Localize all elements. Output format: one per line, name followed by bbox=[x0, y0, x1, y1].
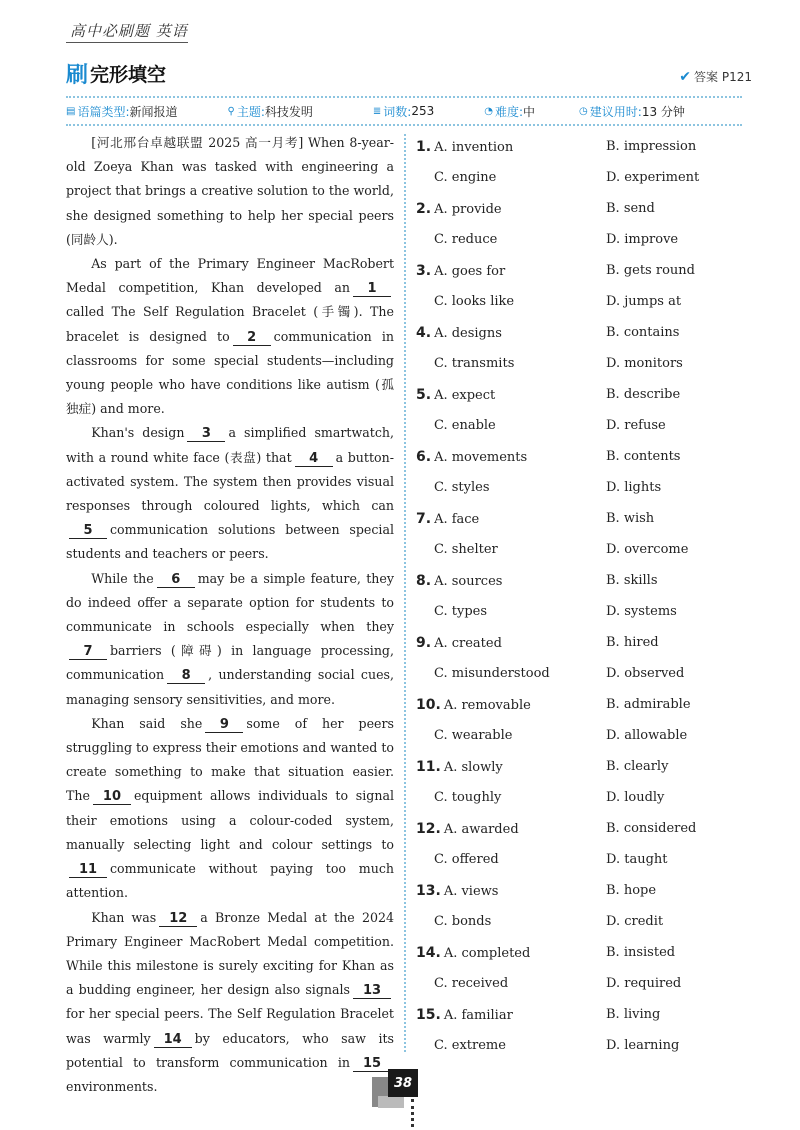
answer-reference bbox=[679, 68, 752, 85]
passage-paragraph-4: While the 6 may be a simple feature, they do indeed offer a separate option for students to communicate in schools especially when they7 barriers (障碍) in language processing, communication 8 , understanding social cues, managing sensory sensitivities, and more. bbox=[66, 570, 394, 707]
question-row bbox=[416, 131, 736, 162]
option-b[interactable]: B. admirable bbox=[606, 697, 691, 712]
question-row bbox=[416, 751, 736, 782]
question-number: 13. bbox=[416, 882, 441, 899]
section-title bbox=[66, 58, 166, 89]
option-a-text: A. provide bbox=[434, 201, 502, 217]
gauge-icon: ◔ bbox=[484, 105, 493, 117]
option-c[interactable]: C. bonds bbox=[434, 914, 492, 929]
option-a-text: A. movements bbox=[434, 449, 528, 465]
meta-label: 建议用时: bbox=[589, 104, 642, 119]
blank-10[interactable]: 10 bbox=[93, 789, 131, 805]
passage-paragraph-5: Khan said she 9 some of her peers struggling to express their emotions and wanted to create something to make that situation easier. The 10 equipment allows individuals to signal their emotions using a colour-coded system, manually selecting light and colour settings to11 communicate without paying too much attention. bbox=[66, 715, 394, 901]
option-b[interactable]: B. considered bbox=[606, 821, 697, 836]
question-row bbox=[416, 813, 736, 844]
blank-5[interactable]: 5 bbox=[69, 523, 107, 539]
option-b[interactable]: B. clearly bbox=[606, 759, 669, 774]
option-a[interactable] bbox=[416, 449, 527, 465]
option-d[interactable]: D. monitors bbox=[606, 356, 683, 371]
option-b[interactable]: B. wish bbox=[606, 511, 655, 526]
question-number: 3. bbox=[416, 262, 432, 279]
blank-2[interactable]: 2 bbox=[233, 330, 271, 346]
option-a-text: A. invention bbox=[434, 139, 514, 155]
meta-wordcount bbox=[373, 103, 434, 120]
question-row bbox=[416, 286, 736, 317]
page-number: 38 bbox=[388, 1069, 418, 1097]
option-c[interactable]: C. misunderstood bbox=[434, 666, 550, 681]
meta-genre bbox=[66, 103, 178, 120]
passage-paragraph-2: As part of the Primary Engineer MacRobert Medal competition, Khan developed an 1called The Self Regulation Bracelet (手镯). The bracelet is designed to 2 communication in classrooms for some special students—including young people who have conditions like autism (孤独症) and more. bbox=[66, 256, 394, 417]
question-row bbox=[416, 968, 736, 999]
option-d[interactable]: D. taught bbox=[606, 852, 668, 867]
question-row bbox=[416, 720, 736, 751]
meta-label: 词数: bbox=[383, 104, 412, 119]
option-c[interactable]: C. types bbox=[434, 604, 488, 619]
question-row bbox=[416, 782, 736, 813]
blank-15[interactable]: 15 bbox=[353, 1056, 391, 1072]
blank-1[interactable]: 1 bbox=[353, 281, 391, 297]
question-row bbox=[416, 224, 736, 255]
option-a[interactable] bbox=[416, 325, 502, 341]
question-number: 4. bbox=[416, 324, 432, 341]
option-c[interactable]: C. offered bbox=[434, 852, 499, 867]
option-d[interactable]: D. credit bbox=[606, 914, 664, 929]
option-a[interactable] bbox=[416, 945, 530, 961]
question-number: 9. bbox=[416, 634, 432, 651]
question-number: 7. bbox=[416, 510, 432, 527]
option-c[interactable]: C. reduce bbox=[434, 232, 498, 247]
page-dots bbox=[411, 1099, 414, 1127]
question-row bbox=[416, 503, 736, 534]
option-a[interactable] bbox=[416, 573, 502, 589]
clock-icon: ◷ bbox=[579, 105, 588, 117]
blank-8[interactable]: 8 bbox=[167, 668, 205, 684]
question-number: 10. bbox=[416, 696, 441, 713]
option-a-text: A. created bbox=[434, 635, 502, 651]
option-d[interactable]: D. overcome bbox=[606, 542, 689, 557]
option-d[interactable]: D. required bbox=[606, 976, 682, 991]
doc-icon: ▤ bbox=[66, 105, 76, 117]
option-b[interactable]: B. contains bbox=[606, 325, 680, 340]
meta-value: 科技发明 bbox=[264, 104, 313, 119]
blank-9[interactable]: 9 bbox=[205, 717, 243, 733]
column-divider bbox=[404, 134, 406, 1052]
option-b[interactable]: B. insisted bbox=[606, 945, 676, 960]
option-b[interactable]: B. skills bbox=[606, 573, 658, 588]
option-c[interactable]: C. looks like bbox=[434, 294, 515, 309]
option-a[interactable] bbox=[416, 263, 505, 279]
option-d[interactable]: D. systems bbox=[606, 604, 677, 619]
option-a[interactable] bbox=[416, 1007, 513, 1023]
option-d[interactable]: D. improve bbox=[606, 232, 679, 247]
option-d[interactable]: D. experiment bbox=[606, 170, 700, 185]
blank-4[interactable]: 4 bbox=[295, 451, 333, 467]
option-a[interactable] bbox=[416, 635, 502, 651]
question-row bbox=[416, 441, 736, 472]
option-c[interactable]: C. engine bbox=[434, 170, 497, 185]
question-row bbox=[416, 844, 736, 875]
option-d[interactable]: D. refuse bbox=[606, 418, 666, 433]
question-row bbox=[416, 906, 736, 937]
option-c[interactable]: C. wearable bbox=[434, 728, 513, 743]
meta-value: 中 bbox=[523, 104, 536, 119]
option-c[interactable]: C. shelter bbox=[434, 542, 498, 557]
blank-14[interactable]: 14 bbox=[154, 1032, 192, 1048]
question-row bbox=[416, 689, 736, 720]
option-b[interactable]: B. contents bbox=[606, 449, 681, 464]
option-c[interactable]: C. toughly bbox=[434, 790, 502, 805]
question-number: 12. bbox=[416, 820, 441, 837]
option-a[interactable] bbox=[416, 387, 495, 403]
option-a-text: A. sources bbox=[434, 573, 503, 589]
option-d[interactable]: D. loudly bbox=[606, 790, 665, 805]
option-d[interactable]: D. observed bbox=[606, 666, 685, 681]
passage bbox=[66, 131, 394, 1099]
meta-label: 语篇类型: bbox=[77, 104, 130, 119]
option-c[interactable]: C. extreme bbox=[434, 1038, 506, 1053]
option-a[interactable] bbox=[416, 759, 503, 775]
option-a-text: A. goes for bbox=[434, 263, 506, 279]
meta-value: 253 bbox=[411, 104, 435, 118]
options-list bbox=[416, 131, 736, 1061]
option-b[interactable]: B. hired bbox=[606, 635, 659, 650]
count-icon: ≣ bbox=[372, 105, 382, 117]
option-a[interactable] bbox=[416, 201, 502, 217]
option-c[interactable]: C. received bbox=[434, 976, 509, 991]
question-number: 11. bbox=[416, 758, 441, 775]
blank-12[interactable]: 12 bbox=[159, 911, 197, 927]
option-b[interactable]: B. hope bbox=[606, 883, 657, 898]
blank-6[interactable]: 6 bbox=[157, 572, 195, 588]
question-number: 2. bbox=[416, 200, 432, 217]
meta-time bbox=[579, 103, 685, 120]
question-row bbox=[416, 596, 736, 627]
option-a-text: A. familiar bbox=[443, 1007, 513, 1023]
answer-ref-text: 答案 P121 bbox=[694, 70, 752, 84]
option-a[interactable] bbox=[416, 511, 479, 527]
question-row bbox=[416, 999, 736, 1030]
page-corner-decoration bbox=[378, 1096, 404, 1108]
passage-paragraph-3: Khan's design 3 a simplified smartwatch, with a round white face (表盘) that 4 a button-activated system. The system then provides visual responses through coloured lights, which can5 communication solutions between special students and teachers or peers. bbox=[66, 425, 394, 562]
option-b[interactable]: B. impression bbox=[606, 139, 697, 154]
question-row bbox=[416, 1030, 736, 1061]
option-a-text: A. expect bbox=[434, 387, 496, 403]
option-a-text: A. removable bbox=[443, 697, 531, 713]
top-rule bbox=[66, 42, 188, 43]
brand-mark: 刷 bbox=[66, 63, 89, 88]
passage-paragraph-1: [河北邢台卓越联盟 2025 高一月考] When 8-year-old Zoeya Khan was tasked with engineering a project that brings a creative solution to the world, she designed something to help her special peers (同龄人). bbox=[66, 135, 394, 247]
question-number: 8. bbox=[416, 572, 432, 589]
option-a[interactable] bbox=[416, 883, 498, 899]
option-a-text: A. views bbox=[443, 883, 499, 899]
question-number: 14. bbox=[416, 944, 441, 961]
option-a-text: A. face bbox=[434, 511, 480, 527]
option-b[interactable]: B. send bbox=[606, 201, 655, 216]
meta-label: 主题: bbox=[236, 104, 265, 119]
option-a[interactable] bbox=[416, 139, 513, 155]
meta-value: 新闻报道 bbox=[129, 104, 178, 119]
option-c[interactable]: C. styles bbox=[434, 480, 490, 495]
option-b[interactable]: B. gets round bbox=[606, 263, 695, 278]
question-number: 15. bbox=[416, 1006, 441, 1023]
question-row bbox=[416, 472, 736, 503]
question-row bbox=[416, 410, 736, 441]
question-row bbox=[416, 193, 736, 224]
blank-3[interactable]: 3 bbox=[187, 426, 225, 442]
option-b[interactable]: B. living bbox=[606, 1007, 661, 1022]
question-row bbox=[416, 658, 736, 689]
question-row bbox=[416, 348, 736, 379]
option-a-text: A. designs bbox=[434, 325, 502, 341]
question-row bbox=[416, 565, 736, 596]
checkmark-icon: ✔ bbox=[679, 68, 692, 85]
option-c[interactable]: C. transmits bbox=[434, 356, 515, 371]
option-a-text: A. slowly bbox=[443, 759, 503, 775]
question-row bbox=[416, 875, 736, 906]
option-a[interactable] bbox=[416, 697, 531, 713]
option-a[interactable] bbox=[416, 821, 519, 837]
blank-11[interactable]: 11 bbox=[69, 862, 107, 878]
option-d[interactable]: D. allowable bbox=[606, 728, 688, 743]
question-row bbox=[416, 317, 736, 348]
question-number: 1. bbox=[416, 138, 432, 155]
meta-difficulty bbox=[484, 103, 535, 120]
meta-topic bbox=[228, 103, 313, 120]
section-title-text: 完形填空 bbox=[90, 64, 167, 86]
question-row bbox=[416, 937, 736, 968]
option-d[interactable]: D. jumps at bbox=[606, 294, 682, 309]
passage-paragraph-6: Khan was 12 a Bronze Medal at the 2024 Primary Engineer MacRobert Medal competition. While this milestone is surely exciting for Khan as a budding engineer, her design also signals 13for her special peers. The Self Regulation Bracelet was warmly 14 by educators, who saw its potential to transform communication in 15environments. bbox=[66, 909, 395, 1094]
option-a-text: A. completed bbox=[443, 945, 531, 961]
question-number: 6. bbox=[416, 448, 432, 465]
top-bar bbox=[0, 0, 800, 44]
question-row bbox=[416, 379, 736, 410]
question-row bbox=[416, 162, 736, 193]
search-icon: ⚲ bbox=[227, 105, 235, 117]
option-d[interactable]: D. learning bbox=[606, 1038, 680, 1053]
question-row bbox=[416, 627, 736, 658]
meta-label: 难度: bbox=[494, 104, 524, 119]
option-a-text: A. awarded bbox=[443, 821, 519, 837]
option-c[interactable]: C. enable bbox=[434, 418, 496, 433]
question-number: 5. bbox=[416, 386, 432, 403]
blank-7[interactable]: 7 bbox=[69, 644, 107, 660]
option-d[interactable]: D. lights bbox=[606, 480, 662, 495]
question-row bbox=[416, 255, 736, 286]
meta-value: 13 分钟 bbox=[641, 104, 685, 119]
question-row bbox=[416, 534, 736, 565]
blank-13[interactable]: 13 bbox=[353, 983, 391, 999]
option-b[interactable]: B. describe bbox=[606, 387, 681, 402]
book-title: 高中必刷题 英语 bbox=[70, 22, 188, 40]
meta-bar bbox=[66, 96, 742, 126]
